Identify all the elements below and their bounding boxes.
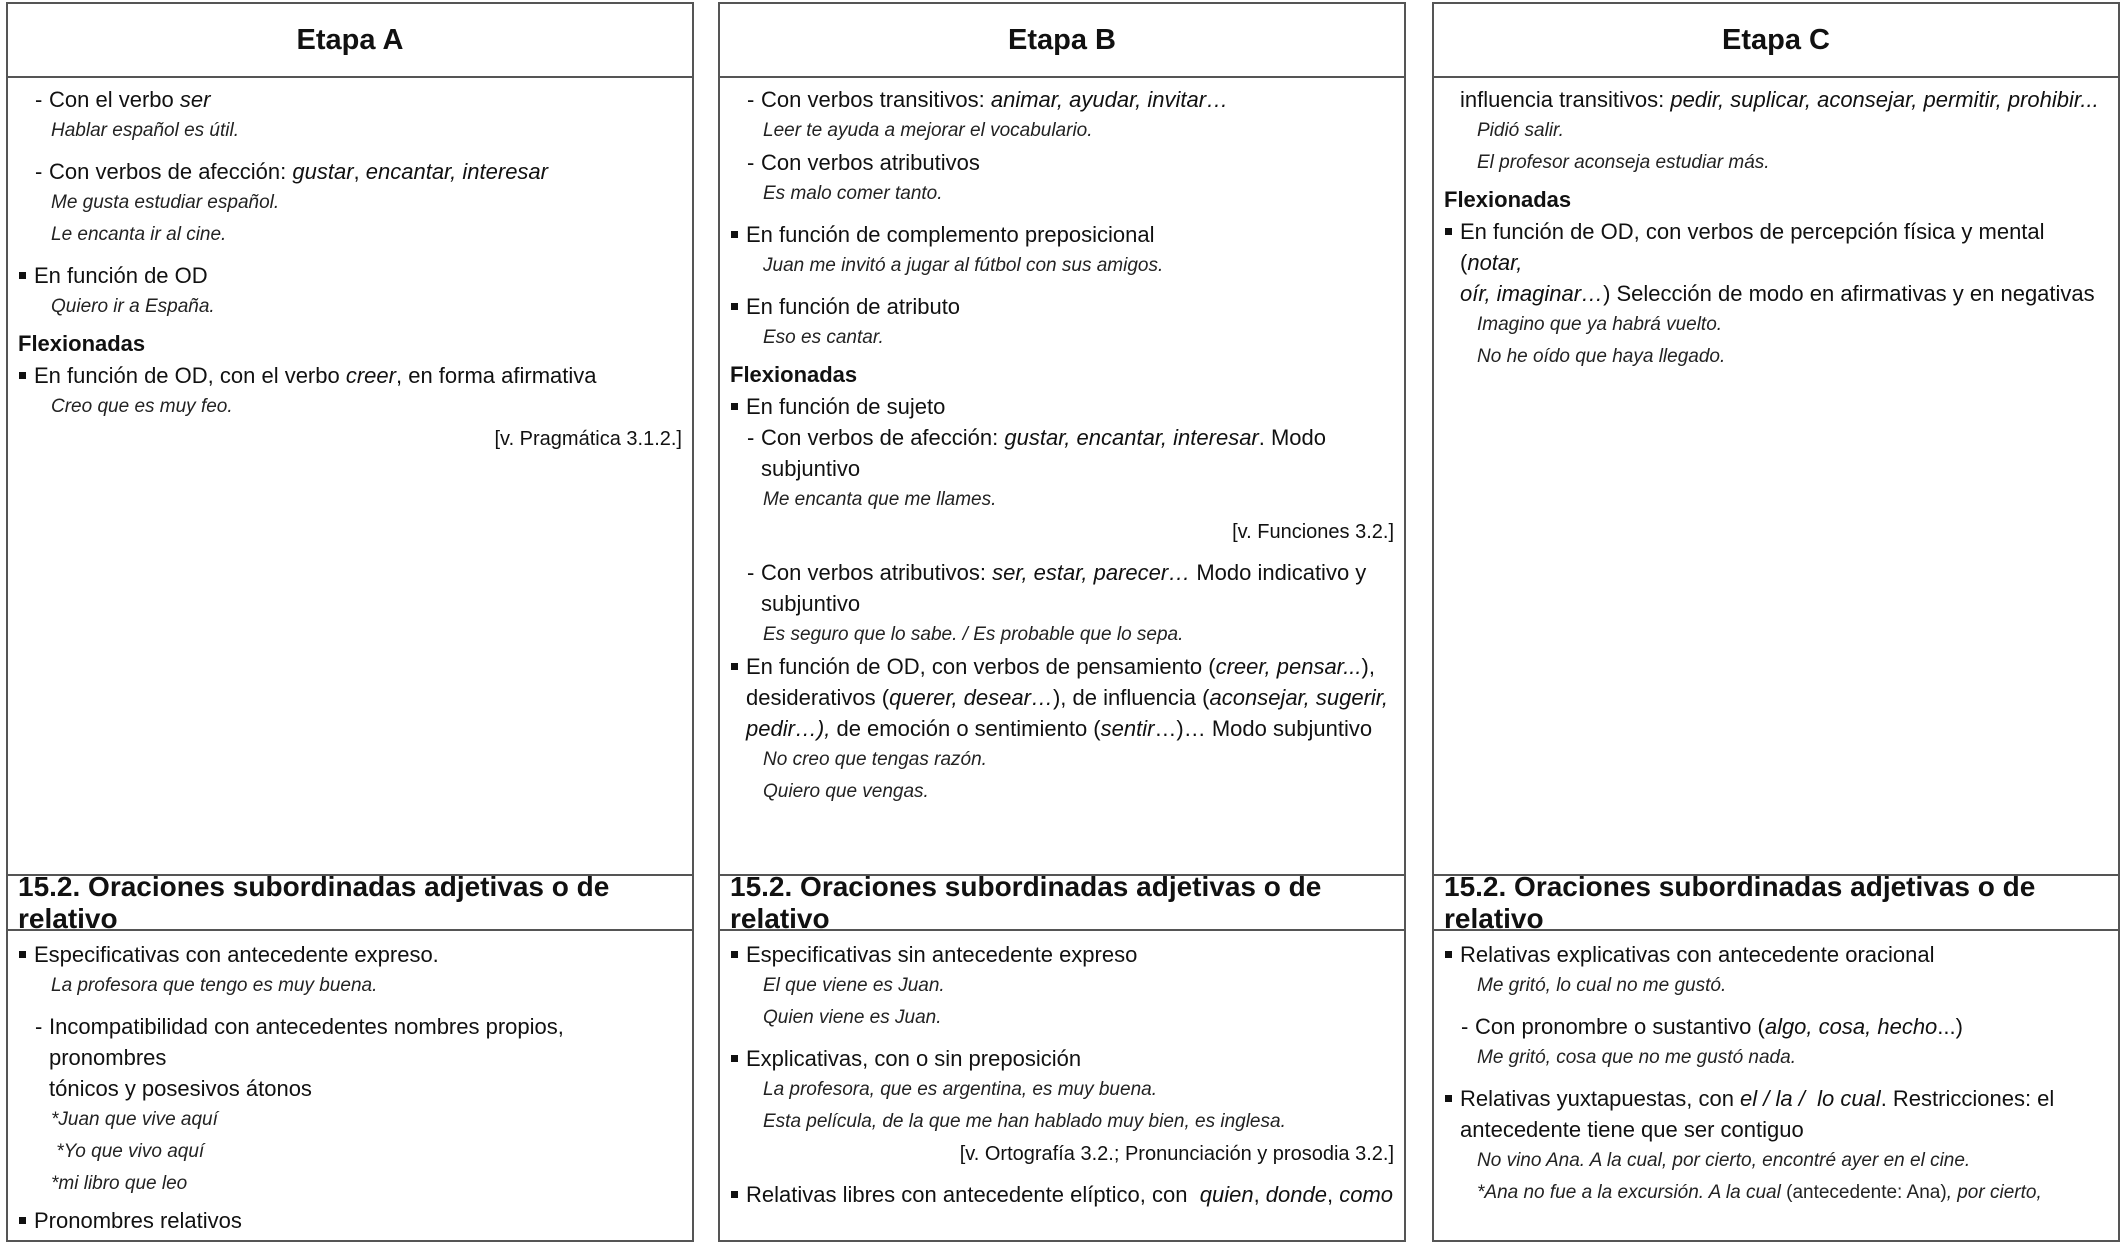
example: Me gritó, lo cual no me gustó. bbox=[1477, 975, 1727, 996]
column-etapa-c bbox=[1432, 2, 2120, 1242]
bullet-item: En función de OD, con verbos de pensamiento (creer, pensar...), bbox=[730, 651, 1394, 682]
bullet-item-continued: desiderativos (querer, desear…), de influencia (aconsejar, sugerir, bbox=[746, 685, 1389, 710]
column-etapa-b bbox=[718, 2, 1406, 1242]
example: Leer te ayuda a mejorar el vocabulario. bbox=[763, 120, 1093, 141]
subheading: Flexionadas bbox=[18, 331, 146, 356]
example: La profesora que tengo es muy buena. bbox=[51, 975, 378, 996]
dash-item: - Con verbos atributivos: ser, estar, parecer… Modo indicativo y bbox=[730, 557, 1394, 588]
lower-content bbox=[8, 931, 692, 1236]
bullet-item-continued: oír, imaginar…) Selección de modo en afirmativas y en negativas bbox=[1460, 281, 2095, 306]
bullet-item: En función de complemento preposicional bbox=[730, 219, 1394, 250]
example: *Yo que vivo aquí bbox=[51, 1141, 205, 1162]
bullet-item: En función de OD, con el verbo creer, en forma afirmativa bbox=[18, 360, 682, 391]
example: El que viene es Juan. bbox=[763, 975, 945, 996]
continued-text: influencia transitivos: pedir, suplicar, aconsejar, permitir, prohibir... bbox=[1460, 87, 2099, 112]
lower-content bbox=[1434, 931, 2118, 1236]
column-header: Etapa A bbox=[8, 4, 692, 78]
bullet-item-continued: pedir…), de emoción o sentimiento (sentir…)… Modo subjuntivo bbox=[746, 716, 1373, 741]
dash-item: - Con verbos de afección: gustar, encantar, interesar. Modo bbox=[730, 422, 1394, 453]
subheading: Flexionadas bbox=[1444, 187, 1572, 212]
bullet-item: Relativas yuxtapuestas, con el / la / lo cual. Restricciones: el bbox=[1444, 1083, 2108, 1114]
bullet-item: En función de atributo bbox=[730, 291, 1394, 322]
example: Esta película, de la que me han hablado muy bien, es inglesa. bbox=[763, 1111, 1286, 1132]
cross-reference: [v. Pragmática 3.1.2.] bbox=[494, 428, 682, 450]
column-etapa-a bbox=[6, 2, 694, 1242]
example: *mi libro que leo bbox=[51, 1173, 188, 1194]
bullet-item: Pronombres relativos bbox=[18, 1205, 682, 1236]
example: Juan me invitó a jugar al fútbol con sus amigos. bbox=[763, 255, 1164, 276]
dash-item-continued: tónicos y posesivos átonos bbox=[49, 1076, 312, 1101]
example: Imagino que ya habrá vuelto. bbox=[1477, 314, 1723, 335]
section-title: 15.2. Oraciones subordinadas adjetivas o de relativo bbox=[1434, 874, 2118, 931]
lower-content bbox=[720, 931, 1404, 1236]
example: Le encanta ir al cine. bbox=[51, 224, 227, 245]
example: Me gusta estudiar español. bbox=[51, 192, 280, 213]
section-title: 15.2. Oraciones subordinadas adjetivas o de relativo bbox=[720, 874, 1404, 931]
bullet-item: En función de OD, con verbos de percepción física y mental (notar, bbox=[1444, 216, 2108, 278]
subheading: Flexionadas bbox=[730, 362, 858, 387]
example: Quien viene es Juan. bbox=[763, 1007, 942, 1028]
cross-reference: [v. Funciones 3.2.] bbox=[1232, 521, 1394, 543]
dash-item-continued: subjuntivo bbox=[761, 591, 861, 616]
dash-item: - Con el verbo ser bbox=[18, 84, 682, 115]
upper-content bbox=[8, 78, 692, 874]
example: Me encanta que me llames. bbox=[763, 489, 997, 510]
example: No creo que tengas razón. bbox=[763, 749, 987, 770]
example: No vino Ana. A la cual, por cierto, encontré ayer en el cine. bbox=[1477, 1150, 1971, 1171]
example: Quiero que vengas. bbox=[763, 781, 929, 802]
dash-item: - Con verbos de afección: gustar, encantar, interesar bbox=[18, 156, 682, 187]
upper-content bbox=[1434, 78, 2118, 874]
bullet-item: En función de OD bbox=[18, 260, 682, 291]
example: No he oído que haya llegado. bbox=[1477, 346, 1726, 367]
example: El profesor aconseja estudiar más. bbox=[1477, 152, 1770, 173]
example: Eso es cantar. bbox=[763, 327, 884, 348]
dash-item: - Con verbos atributivos bbox=[730, 147, 1394, 178]
example: Quiero ir a España. bbox=[51, 296, 215, 317]
example: Pidió salir. bbox=[1477, 120, 1564, 141]
cross-reference: [v. Ortografía 3.2.; Pronunciación y prosodia 3.2.] bbox=[959, 1143, 1394, 1165]
example: Es malo comer tanto. bbox=[763, 183, 943, 204]
example: Creo que es muy feo. bbox=[51, 396, 233, 417]
example: La profesora, que es argentina, es muy buena. bbox=[763, 1079, 1157, 1100]
dash-item: - Con verbos transitivos: animar, ayudar, invitar… bbox=[730, 84, 1394, 115]
example: *Ana no fue a la excursión. A la cual (antecedente: Ana), por cierto, bbox=[1477, 1182, 2042, 1203]
dash-item-continued: subjuntivo bbox=[761, 456, 861, 481]
bullet-item: En función de sujeto bbox=[730, 391, 1394, 422]
upper-content bbox=[720, 78, 1404, 874]
example: Me gritó, cosa que no me gustó nada. bbox=[1477, 1047, 1796, 1068]
dash-item: - Con pronombre o sustantivo (algo, cosa, hecho...) bbox=[1444, 1011, 2108, 1042]
example: Es seguro que lo sabe. / Es probable que lo sepa. bbox=[763, 624, 1184, 645]
bullet-item-continued: antecedente tiene que ser contiguo bbox=[1460, 1117, 1804, 1142]
example: *Juan que vive aquí bbox=[51, 1109, 218, 1130]
dash-item: - Incompatibilidad con antecedentes nombres propios, pronombres bbox=[18, 1011, 682, 1073]
bullet-item: Relativas explicativas con antecedente oracional bbox=[1444, 939, 2108, 970]
column-header: Etapa B bbox=[720, 4, 1404, 78]
section-title: 15.2. Oraciones subordinadas adjetivas o de relativo bbox=[8, 874, 692, 931]
bullet-item: Relativas libres con antecedente elíptico, con quien, donde, como bbox=[730, 1179, 1394, 1210]
example: Hablar español es útil. bbox=[51, 120, 239, 141]
bullet-item: Especificativas sin antecedente expreso bbox=[730, 939, 1394, 970]
column-header: Etapa C bbox=[1434, 4, 2118, 78]
bullet-item: Explicativas, con o sin preposición bbox=[730, 1043, 1394, 1074]
bullet-item: Especificativas con antecedente expreso. bbox=[18, 939, 682, 970]
